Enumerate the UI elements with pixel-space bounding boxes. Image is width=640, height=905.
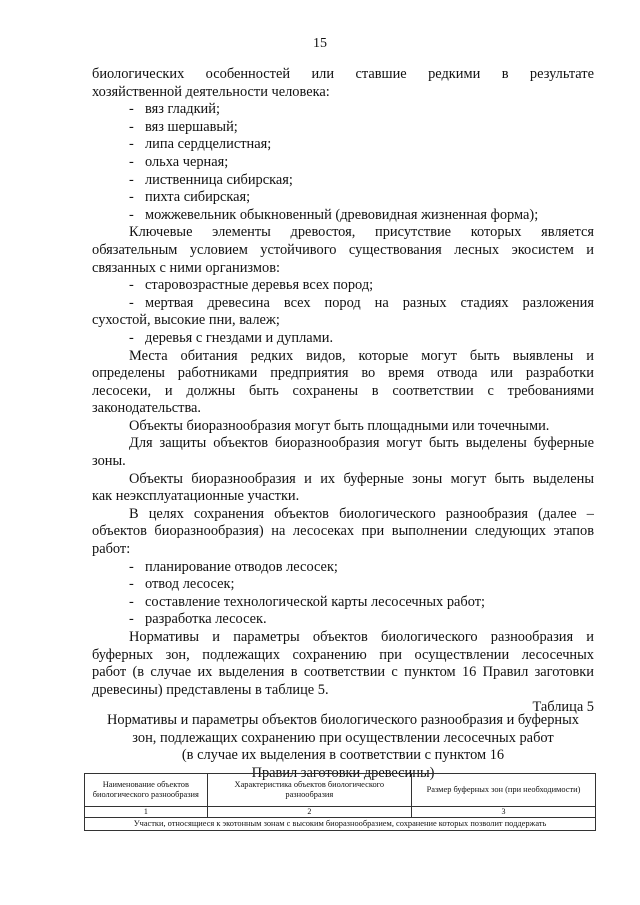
list-dash: - xyxy=(129,558,134,575)
list-item xyxy=(92,295,594,313)
body-text xyxy=(92,66,594,717)
list-dash: - xyxy=(129,277,134,294)
list-item-text: старовозрастные деревья всех пород; xyxy=(145,277,374,294)
table-number-row xyxy=(85,807,596,818)
list-item xyxy=(92,594,594,612)
text-line: древесины) представлены в таблице 5. xyxy=(92,681,329,698)
caption-line: зон, подлежащих сохранению при осуществлении лесосечных работ xyxy=(132,729,554,746)
list-item-text: отвод лесосек; xyxy=(145,576,235,593)
list-dash: - xyxy=(129,329,134,346)
text-line: хозяйственной деятельности человека: xyxy=(92,83,330,100)
list-dash: - xyxy=(129,611,134,628)
list-dash: - xyxy=(129,171,134,188)
text-line: Для защиты объектов биоразнообразия могут быть выделены буферные xyxy=(129,435,594,452)
list-item xyxy=(92,207,594,225)
span-cell: Участки, относящиеся к экотонным зонам с высоким биоразнообразием, сохранение которых позволит поддержать xyxy=(85,818,596,831)
text-line: обязательным условием устойчивого существования лесных экосистем и xyxy=(92,241,594,258)
list-dash: - xyxy=(129,136,134,153)
text-line: связанных с ними организмов: xyxy=(92,259,280,276)
text-line: В целях сохранения объектов биологического разнообразия (далее – xyxy=(129,505,594,522)
list-item xyxy=(92,119,594,137)
list-item xyxy=(92,154,594,172)
text-line: как неэксплуатационные участки. xyxy=(92,488,300,505)
text-line: биологических особенностей или ставшие редкими в результате xyxy=(92,66,594,82)
table-span-row xyxy=(85,818,596,831)
list-dash: - xyxy=(129,118,134,135)
text-line: определены работниками предприятия во время отвода или разработки xyxy=(92,365,594,382)
list-item xyxy=(92,136,594,154)
header-cell: Размер буферных зон (при необходимости) xyxy=(412,774,596,807)
table-caption xyxy=(92,712,594,782)
header-cell: Характеристика объектов биологического разнообразия xyxy=(207,774,411,807)
data-table xyxy=(84,773,596,831)
page-number: 15 xyxy=(313,36,327,51)
list-item-text: мертвая древесина всех пород на разных стадиях разложения xyxy=(145,294,594,311)
column-number: 2 xyxy=(207,807,411,818)
text-line: работ (в случае их выделения в соответствии с пунктом 16 Правил заготовки xyxy=(92,664,594,681)
list-item xyxy=(92,189,594,207)
text-line: Ключевые элементы древостоя, присутствие которых является xyxy=(129,224,594,241)
list-item-text: липа сердцелистная; xyxy=(145,136,272,153)
list-item-text: лиственница сибирская; xyxy=(145,171,293,188)
list-item xyxy=(92,172,594,190)
list-item xyxy=(92,101,594,119)
list-item-text: планирование отводов лесосек; xyxy=(145,558,338,575)
caption-line: (в случае их выделения в соответствии с пунктом 16 xyxy=(181,747,505,764)
text-line: объектов биоразнообразия) на лесосеках при выполнении следующих этапов xyxy=(92,523,594,540)
column-number: 1 xyxy=(85,807,208,818)
list-item-text: разработка лесосек. xyxy=(145,611,267,628)
list-item xyxy=(92,611,594,629)
text-line: зоны. xyxy=(92,453,126,470)
text-line: Нормативы и параметры объектов биологического разнообразия и xyxy=(129,629,594,645)
text-line: работ: xyxy=(92,541,131,558)
list-item-text: вяз шершавый; xyxy=(145,118,238,135)
text-line: Таблица 5 xyxy=(532,699,594,716)
list-dash: - xyxy=(129,153,134,170)
list-item-text: составление технологической карты лесосечных работ; xyxy=(145,593,486,610)
list-dash: - xyxy=(129,593,134,610)
text-line: буферных зон, подлежащих сохранению при осуществлении лесосечных xyxy=(92,646,594,663)
caption-line: Правил заготовки древесины) xyxy=(251,764,435,781)
list-dash: - xyxy=(129,206,134,223)
list-item xyxy=(92,576,594,594)
text-line: законодательства. xyxy=(92,400,202,417)
column-number: 3 xyxy=(412,807,596,818)
text-line: сухостой, высокие пни, валеж; xyxy=(92,312,280,329)
table-header-row xyxy=(85,774,596,807)
list-item xyxy=(92,330,594,348)
text-line: Объекты биоразнообразия и их буферные зоны могут быть выделены xyxy=(129,470,594,487)
list-dash: - xyxy=(129,101,134,118)
text-line: Места обитания редких видов, которые могут быть выявлены и xyxy=(129,347,594,364)
list-dash: - xyxy=(129,189,134,206)
list-item-text: можжевельник обыкновенный (древовидная жизненная форма); xyxy=(145,206,539,223)
list-dash: - xyxy=(129,294,134,311)
list-item-text: ольха черная; xyxy=(145,153,229,170)
list-item xyxy=(92,277,594,295)
list-item-text: пихта сибирская; xyxy=(145,189,251,206)
list-item xyxy=(92,559,594,577)
header-cell: Наименование объектов биологического разнообразия xyxy=(85,774,208,807)
list-item-text: деревья с гнездами и дуплами. xyxy=(145,329,334,346)
caption-line: Нормативы и параметры объектов биологического разнообразия и буферных xyxy=(107,712,579,728)
list-dash: - xyxy=(129,576,134,593)
list-item-text: вяз гладкий; xyxy=(145,101,220,118)
text-line: лесосеки, и должны быть сохранены в соответствии с требованиями xyxy=(92,382,594,399)
text-line: Объекты биоразнообразия могут быть площадными или точечными. xyxy=(129,417,550,434)
